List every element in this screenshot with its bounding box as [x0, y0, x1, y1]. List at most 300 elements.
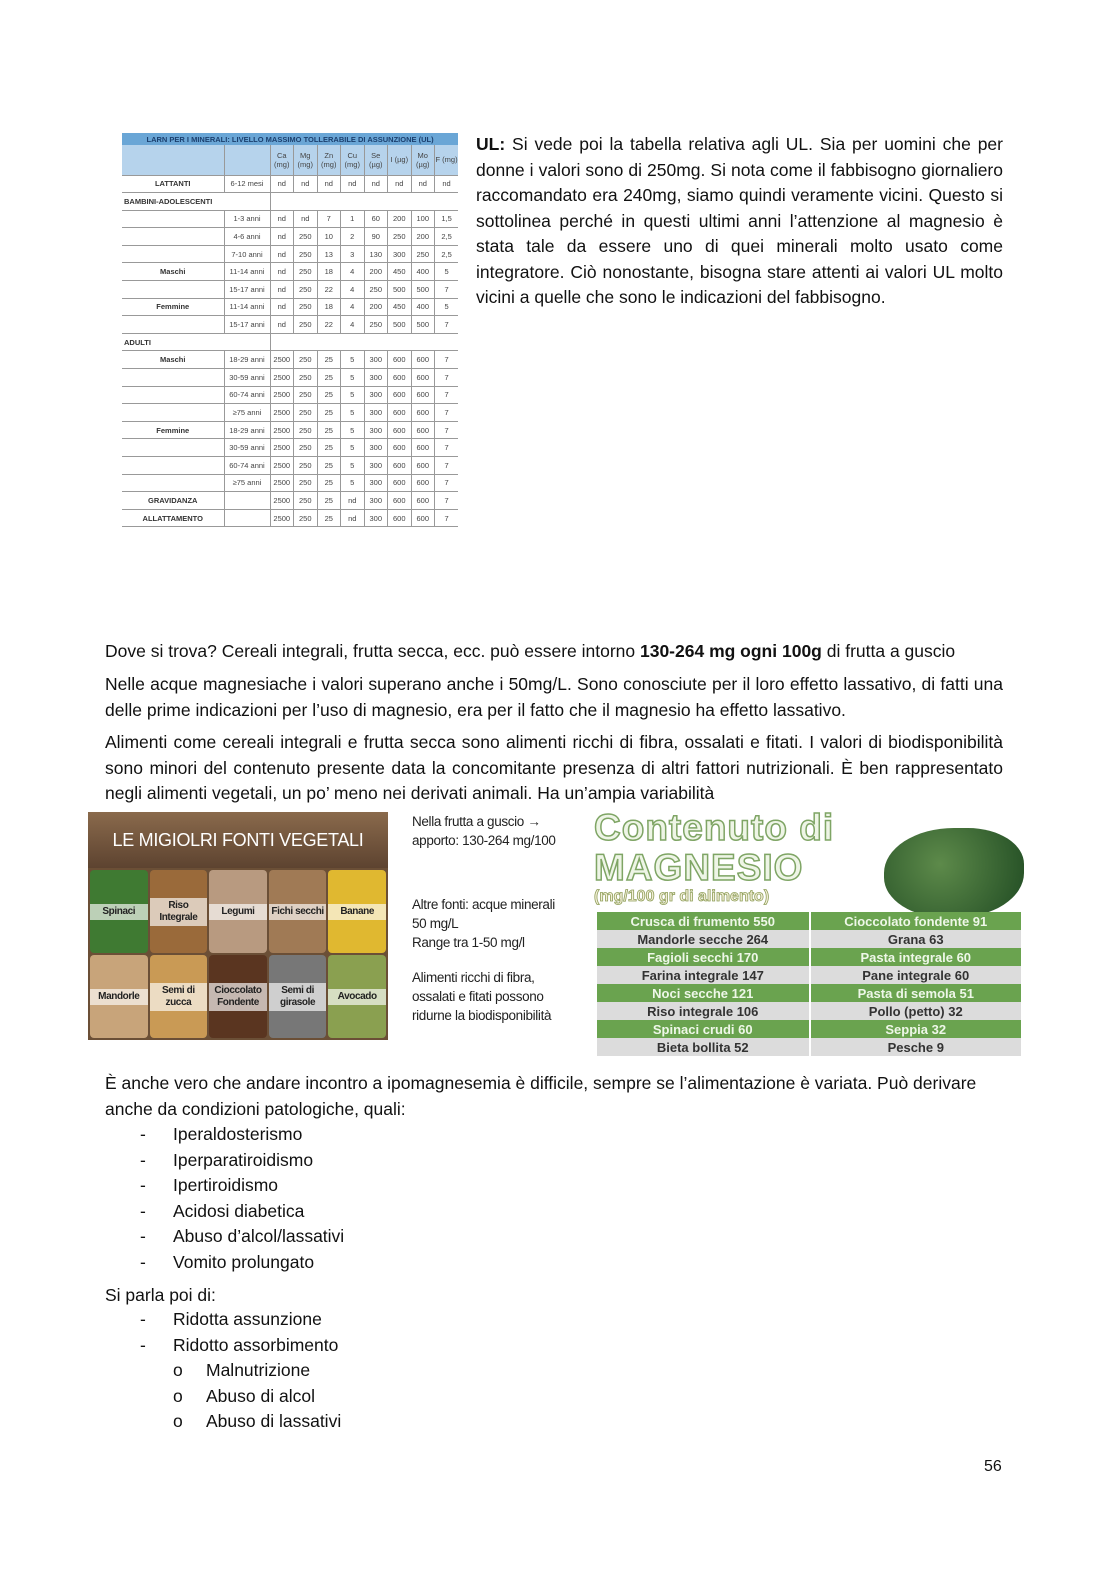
table-row	[122, 457, 458, 475]
cell: 250	[294, 474, 318, 492]
cell: 600	[411, 351, 435, 369]
cell: 2500	[270, 404, 294, 422]
cell: 600	[388, 492, 412, 510]
cell: 300	[364, 492, 388, 510]
bold-text: 130-264 mg ogni 100g	[639, 641, 822, 661]
row-group: Maschi	[122, 351, 224, 369]
cell: 2	[341, 228, 365, 246]
list-item	[140, 1333, 338, 1359]
list-item	[173, 1409, 341, 1435]
cell: 7	[435, 404, 459, 422]
column-header: Zn (mg)	[317, 145, 341, 175]
cell: Pasta di semola 51	[810, 984, 1023, 1002]
cell: 250	[294, 492, 318, 510]
list-item-text: Ridotto assorbimento	[173, 1334, 339, 1355]
cell: Pesche 9	[810, 1038, 1023, 1056]
bullet: -	[140, 1175, 146, 1195]
paragraph-waters: Nelle acque magnesiache i valori superano anche i 50mg/L. Sono conosciute per il loro effetto lassativo, di fatti una delle prime indicazioni per l’uso di magnesio, era per il fatto che il magnesio ha effetto lassativo.	[105, 674, 1003, 720]
row-group	[122, 457, 224, 475]
cell: Pane integrale 60	[810, 966, 1023, 984]
cell: 200	[364, 263, 388, 281]
ul-body: Si vede poi la tabella relativa agli UL. Sia per uomini che per donne i valori sono di 250mg. Si nota come il fabbisogno giornaliero raccomandato era 240mg, siamo quindi veramente vicini. Questo si sottolinea perché in questi ultimi anni l’attenzione al magnesio è stata tale da essere uno di quei minerali molto usato come integratore. Ciò nonostante, bisogna stare attenti ai valori UL molto vicini a quelle che sono le indicazioni del fabbisogno.	[476, 134, 1003, 307]
cell: 300	[364, 509, 388, 527]
row-group	[122, 439, 224, 457]
column-header: Se (µg)	[364, 145, 388, 175]
table-row	[122, 404, 458, 422]
cell: 200	[364, 298, 388, 316]
table-title: LARN PER I MINERALI: LIVELLO MASSIMO TOLLERABILE DI ASSUNZIONE (UL)	[122, 133, 458, 145]
causes-list	[140, 1307, 338, 1358]
cell: 2500	[270, 457, 294, 475]
cell: nd	[270, 245, 294, 263]
cell: 25	[317, 386, 341, 404]
table-row	[122, 263, 458, 281]
row-group	[122, 386, 224, 404]
cell: 600	[388, 421, 412, 439]
bullet: -	[140, 1309, 146, 1329]
slide-text-sources	[412, 895, 590, 952]
cell: 7	[435, 281, 459, 299]
cell: 60	[364, 210, 388, 228]
cell: nd	[341, 509, 365, 527]
cell: 25	[317, 404, 341, 422]
cell: 5	[341, 351, 365, 369]
bullet: -	[140, 1226, 146, 1246]
cell: 5	[341, 386, 365, 404]
cell: 600	[411, 404, 435, 422]
list-item	[140, 1199, 344, 1225]
cell: 600	[388, 509, 412, 527]
cell: nd	[341, 175, 365, 193]
cell: 25	[317, 457, 341, 475]
food-label: Fichi secchi	[269, 904, 327, 920]
cell: nd	[270, 228, 294, 246]
cell: 600	[411, 369, 435, 387]
cell: 7	[435, 492, 459, 510]
cell: 2,5	[435, 245, 459, 263]
cell: 25	[317, 474, 341, 492]
cell: 250	[294, 439, 318, 457]
row-group: ALLATTAMENTO	[122, 509, 224, 527]
cell: 600	[411, 457, 435, 475]
cell: nd	[270, 263, 294, 281]
food-label: Spinaci	[90, 904, 148, 920]
cell: Crusca di frumento 550	[597, 912, 810, 930]
cell: 600	[388, 404, 412, 422]
bullet: -	[140, 1200, 146, 1221]
row-age: 11-14 anni	[224, 263, 270, 281]
cell: 300	[364, 457, 388, 475]
paragraph-foods: Alimenti come cereali integrali e frutta secca sono alimenti ricchi di fibra, ossalati e fitati. I valori di biodisponibilità sono minori del contenuto presente data la concomitante presenza di altri fattori nutrizionali. È ben rappresentato negli alimenti vegetali, un po’ meno nei derivati animali. Ha un’ampia variabilità	[105, 732, 1003, 803]
row-section: BAMBINI-ADOLESCENTI	[122, 193, 270, 211]
cell: 2500	[270, 474, 294, 492]
cell: 25	[317, 439, 341, 457]
cell: 250	[388, 228, 412, 246]
text: Dove si trova? Cereali integrali, frutta secca, ecc. può essere intorno	[105, 641, 640, 661]
row-group: Maschi	[122, 263, 224, 281]
row-age: 60-74 anni	[224, 457, 270, 475]
cell: 250	[364, 316, 388, 334]
table-row	[122, 333, 458, 351]
list-item	[140, 1307, 338, 1333]
text: ridurne la biodisponibilità	[412, 1008, 552, 1023]
column-header: Mo (µg)	[411, 145, 435, 175]
cell: 13	[317, 245, 341, 263]
food-label: Legumi	[209, 904, 267, 920]
table-row	[122, 175, 458, 193]
bullet: o	[173, 1385, 183, 1406]
table-row	[122, 439, 458, 457]
row-age: 18-29 anni	[224, 421, 270, 439]
cell: 100	[411, 210, 435, 228]
list-item	[173, 1384, 341, 1410]
cell: 300	[364, 439, 388, 457]
cell: nd	[270, 210, 294, 228]
cell: 7	[317, 210, 341, 228]
cell: 250	[294, 421, 318, 439]
cell: 2500	[270, 351, 294, 369]
column-header: Cu (mg)	[341, 145, 365, 175]
table-row	[597, 948, 1022, 966]
cell: Bieta bollita 52	[597, 1038, 810, 1056]
row-age: 1-3 anni	[224, 210, 270, 228]
row-age	[224, 492, 270, 510]
list-item-text: Ridotta assunzione	[173, 1309, 322, 1329]
cell: 1,5	[435, 210, 459, 228]
cell: 500	[411, 281, 435, 299]
column-header: I (µg)	[388, 145, 412, 175]
food-label: Mandorle	[90, 989, 148, 1005]
cell: 2500	[270, 509, 294, 527]
list-item-text: Abuso di alcol	[206, 1385, 315, 1406]
cell: 250	[294, 404, 318, 422]
cell: 200	[411, 228, 435, 246]
list-item-text: Iperparatiroidismo	[173, 1149, 314, 1170]
list-item-text: Acidosi diabetica	[173, 1200, 305, 1221]
bullet: o	[173, 1360, 183, 1380]
cell: 7	[435, 351, 459, 369]
cell: 500	[388, 281, 412, 299]
cell: 300	[364, 386, 388, 404]
cell: Pollo (petto) 32	[810, 1002, 1023, 1020]
food-tile	[269, 955, 327, 1038]
text: apporto: 130-264 mg/100	[412, 833, 556, 848]
food-label: Semi di girasole	[269, 983, 327, 1011]
cell: nd	[435, 175, 459, 193]
cell	[270, 193, 458, 211]
text: Altre fonti: acque minerali	[412, 897, 555, 912]
table-row	[597, 912, 1022, 930]
table-row	[122, 386, 458, 404]
cell: 10	[317, 228, 341, 246]
table-row	[122, 351, 458, 369]
row-group	[122, 474, 224, 492]
cell: Noci secche 121	[597, 984, 810, 1002]
cell: 400	[411, 298, 435, 316]
cell: 600	[411, 509, 435, 527]
food-tile	[209, 955, 267, 1038]
cell: 7	[435, 369, 459, 387]
cell: nd	[270, 175, 294, 193]
text: Nella frutta a guscio →	[412, 814, 541, 829]
row-age: 18-29 anni	[224, 351, 270, 369]
cell: 5	[341, 474, 365, 492]
table-row	[597, 1002, 1022, 1020]
food-tile	[150, 870, 208, 953]
cell: 4	[341, 281, 365, 299]
list-item-text: Ipertiroidismo	[173, 1175, 279, 1195]
cell: 25	[317, 369, 341, 387]
row-age: 15-17 anni	[224, 281, 270, 299]
table-row	[122, 474, 458, 492]
cell: nd	[294, 210, 318, 228]
cell: 250	[294, 509, 318, 527]
cell: 25	[317, 492, 341, 510]
row-group: Femmine	[122, 298, 224, 316]
banner: LE MIGIOLRI FONTI VEGETALI	[88, 812, 388, 868]
cell: 500	[388, 316, 412, 334]
header-blank	[224, 145, 270, 175]
table-row	[122, 210, 458, 228]
cell: 2500	[270, 369, 294, 387]
bullet: -	[140, 1149, 146, 1170]
cell: 2500	[270, 439, 294, 457]
cell: nd	[388, 175, 412, 193]
cell: 450	[388, 298, 412, 316]
list-item	[140, 1122, 344, 1148]
cell: 22	[317, 316, 341, 334]
vegetable-sources-image	[88, 812, 388, 1040]
cell: 5	[341, 421, 365, 439]
column-header: Mg (mg)	[294, 145, 318, 175]
list-item	[140, 1250, 344, 1276]
cell: Spinaci crudi 60	[597, 1020, 810, 1038]
cell: nd	[411, 175, 435, 193]
cell: 7	[435, 474, 459, 492]
cell: 7	[435, 421, 459, 439]
cell: 5	[341, 457, 365, 475]
table-row	[597, 1020, 1022, 1038]
row-group	[122, 369, 224, 387]
cell: 5	[341, 439, 365, 457]
table-row	[122, 421, 458, 439]
page-number: 56	[984, 1458, 1002, 1475]
column-header: F (mg)	[435, 145, 459, 175]
title: MAGNESIO	[594, 847, 804, 888]
list-item	[140, 1148, 344, 1174]
row-age	[224, 509, 270, 527]
table-row	[597, 966, 1022, 984]
subtitle: (mg/100 gr di alimento)	[594, 888, 770, 905]
table-row	[597, 930, 1022, 948]
cell: Fagioli secchi 170	[597, 948, 810, 966]
cell: 200	[388, 210, 412, 228]
cell: 4	[341, 316, 365, 334]
row-age: 4-6 anni	[224, 228, 270, 246]
magnesium-table	[597, 912, 1023, 1056]
cell: nd	[270, 316, 294, 334]
cell: 250	[294, 245, 318, 263]
cell: 25	[317, 421, 341, 439]
cell: 250	[411, 245, 435, 263]
row-age: 15-17 anni	[224, 316, 270, 334]
cell: 600	[388, 351, 412, 369]
food-label: Avocado	[328, 989, 386, 1005]
conditions-list	[140, 1122, 344, 1275]
cell: 7	[435, 509, 459, 527]
cell: 2500	[270, 386, 294, 404]
food-tile	[209, 870, 267, 953]
cell: 600	[388, 439, 412, 457]
row-age: 7-10 anni	[224, 245, 270, 263]
food-label: Cioccolato Fondente	[209, 983, 267, 1011]
food-label: Riso Integrale	[150, 898, 208, 926]
cell: 250	[294, 263, 318, 281]
title: Contenuto di	[594, 807, 835, 848]
cell: 600	[388, 386, 412, 404]
cell: nd	[270, 298, 294, 316]
row-section: ADULTI	[122, 333, 270, 351]
paragraph-where	[105, 639, 1003, 665]
cell: nd	[317, 175, 341, 193]
cell: 400	[411, 263, 435, 281]
cell: 300	[364, 369, 388, 387]
table-row	[122, 228, 458, 246]
cell: 600	[411, 421, 435, 439]
spinach-icon	[884, 828, 1024, 918]
cell: 300	[364, 351, 388, 369]
row-group: GRAVIDANZA	[122, 492, 224, 510]
row-age: ≥75 anni	[224, 404, 270, 422]
sub-causes-list	[173, 1358, 341, 1435]
cell: 250	[364, 281, 388, 299]
cell: 250	[294, 281, 318, 299]
cell: 2500	[270, 421, 294, 439]
table-row	[122, 509, 458, 527]
cell: nd	[294, 175, 318, 193]
cell: 300	[388, 245, 412, 263]
table-row	[122, 281, 458, 299]
table-row	[597, 984, 1022, 1002]
cell: 25	[317, 351, 341, 369]
cell: Pasta integrale 60	[810, 948, 1023, 966]
food-label: Banane	[328, 904, 386, 920]
cell: 1	[341, 210, 365, 228]
cell: Farina integrale 147	[597, 966, 810, 984]
row-group	[122, 404, 224, 422]
row-group: Femmine	[122, 421, 224, 439]
cell: 18	[317, 298, 341, 316]
cell: nd	[270, 281, 294, 299]
cell: 3	[341, 245, 365, 263]
row-group	[122, 210, 224, 228]
cell: 300	[364, 404, 388, 422]
paragraph-hypomagnesemia: È anche vero che andare incontro a ipomagnesemia è difficile, sempre se l’alimentazione è variata. Può derivare anche da condizioni patologiche, quali:	[105, 1073, 977, 1119]
table-row	[122, 298, 458, 316]
cell: 4	[341, 298, 365, 316]
table-row	[122, 369, 458, 387]
magnesium-content-image	[594, 808, 1027, 1058]
paragraph-also: Si parla poi di:	[105, 1285, 216, 1305]
table-row	[122, 245, 458, 263]
bullet: o	[173, 1411, 183, 1431]
cell: 600	[411, 492, 435, 510]
food-label: Semi di zucca	[150, 983, 208, 1011]
cell: Grana 63	[810, 930, 1023, 948]
table-row	[122, 492, 458, 510]
cell: 250	[294, 351, 318, 369]
ul-paragraph	[476, 132, 1003, 311]
list-item-text: Vomito prolungato	[173, 1251, 315, 1272]
cell: 250	[294, 298, 318, 316]
cell: 250	[294, 457, 318, 475]
row-group	[122, 228, 224, 246]
food-grid	[88, 868, 388, 1040]
header-blank	[122, 145, 224, 175]
cell: 250	[294, 369, 318, 387]
ul-table	[122, 133, 458, 527]
food-tile	[328, 870, 386, 953]
cell: 600	[411, 386, 435, 404]
row-age: ≥75 anni	[224, 474, 270, 492]
cell: Riso integrale 106	[597, 1002, 810, 1020]
list-item	[140, 1224, 344, 1250]
cell: 7	[435, 386, 459, 404]
cell: 5	[435, 263, 459, 281]
cell: 2500	[270, 492, 294, 510]
table-row	[597, 1038, 1022, 1056]
cell: 600	[411, 474, 435, 492]
row-age: 6-12 mesi	[224, 175, 270, 193]
cell: nd	[341, 492, 365, 510]
slide-text-nuts	[412, 812, 590, 850]
slide-text-fiber	[412, 968, 590, 1025]
bullet: -	[140, 1334, 146, 1355]
cell: Mandorle secche 264	[597, 930, 810, 948]
food-tile	[328, 955, 386, 1038]
list-item-text: Malnutrizione	[206, 1360, 311, 1380]
row-group: LATTANTI	[122, 175, 224, 193]
text: ossalati e fitati possono	[412, 989, 544, 1004]
cell: 7	[435, 457, 459, 475]
cell	[270, 333, 458, 351]
cell: nd	[364, 175, 388, 193]
cell: 5	[435, 298, 459, 316]
row-group	[122, 316, 224, 334]
row-group	[122, 281, 224, 299]
cell: 25	[317, 509, 341, 527]
row-age: 60-74 anni	[224, 386, 270, 404]
cell: 250	[294, 316, 318, 334]
food-tile	[269, 870, 327, 953]
cell: Cioccolato fondente 91	[810, 912, 1023, 930]
cell: 7	[435, 316, 459, 334]
ul-label: UL:	[476, 134, 506, 154]
row-age: 30-59 anni	[224, 439, 270, 457]
food-tile	[90, 870, 148, 953]
table-row	[122, 193, 458, 211]
text: di frutta a guscio	[821, 641, 956, 661]
list-item-text: Abuso di lassativi	[206, 1411, 342, 1431]
cell: 130	[364, 245, 388, 263]
cell: 7	[435, 439, 459, 457]
bullet: -	[140, 1124, 146, 1144]
cell: 500	[411, 316, 435, 334]
cell: 90	[364, 228, 388, 246]
cell: 18	[317, 263, 341, 281]
cell: 5	[341, 369, 365, 387]
cell: 600	[388, 369, 412, 387]
